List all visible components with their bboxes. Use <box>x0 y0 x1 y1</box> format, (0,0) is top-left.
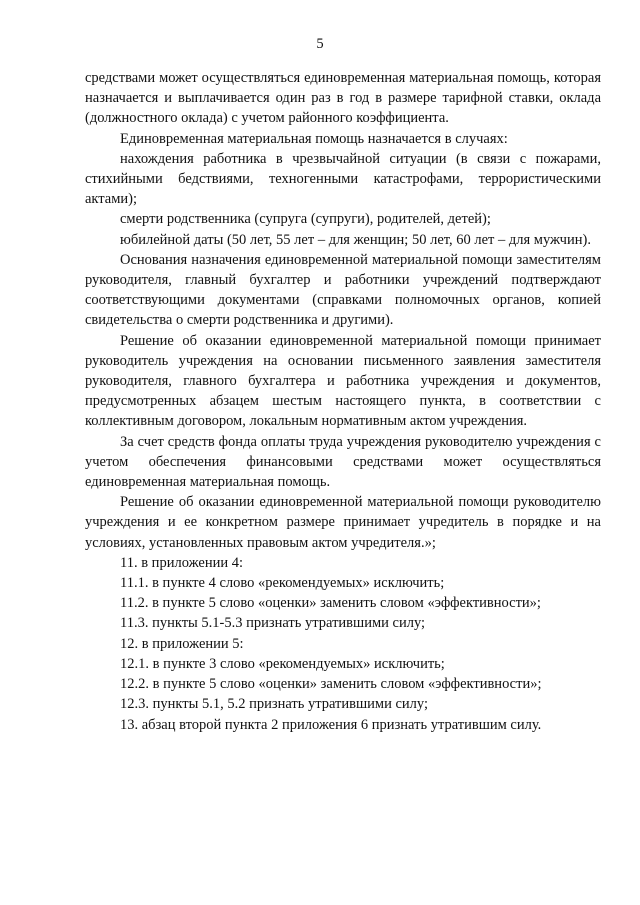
list-item-12-1: 12.1. в пункте 3 слово «рекомендуемых» исключить; <box>120 655 445 672</box>
list-item-11-3: 11.3. пункты 5.1-5.3 признать утратившими силу; <box>120 615 426 632</box>
list-item-12-2: 12.2. в пункте 5 слово «оценки» заменить словом «эффективности»; <box>120 676 542 693</box>
document-body <box>85 68 601 735</box>
list-item-13: 13. абзац второй пункта 2 приложения 6 признать утратившим силу. <box>120 716 542 733</box>
paragraph-5: юбилейной даты (50 лет, 55 лет – для женщин; 50 лет, 60 лет – для мужчин). <box>120 231 591 248</box>
paragraph-4: смерти родственника (супруга (супруги), родителей, детей); <box>120 211 491 228</box>
paragraph-2: Единовременная материальная помощь назначается в случаях: <box>120 130 508 147</box>
page-number: 5 <box>316 36 324 52</box>
list-item-11: 11. в приложении 4: <box>120 554 244 571</box>
paragraph-8: За счет средств фонда оплаты труда учреждения руководителю учреждения с учетом обеспечения финансовыми средствами может осуществляться единовременная материальная помощь. <box>85 433 601 491</box>
list-item-11-1: 11.1. в пункте 4 слово «рекомендуемых» исключить; <box>120 575 445 592</box>
paragraph-1: средствами может осуществляться единовременная материальная помощь, которая назначается и выплачивается один раз в год в размере тарифной ставки, оклада (должностного оклада) с учетом районного коэффициента. <box>85 70 601 127</box>
list-item-11-2: 11.2. в пункте 5 слово «оценки» заменить словом «эффективности»; <box>120 595 541 612</box>
paragraph-3: нахождения работника в чрезвычайной ситуации (в связи с пожарами, стихийными бедствиями, техногенными катастрофами, террористическими актами); <box>85 150 601 208</box>
paragraph-6: Основания назначения единовременной материальной помощи заместителям руководителя, главный бухгалтер и работники учреждений подтверждают соответствующими документами (справками полномочных органов, копией свидетельства о смерти родственника и другими). <box>85 251 601 329</box>
paragraph-7: Решение об оказании единовременной материальной помощи принимает руководитель учреждения на основании письменного заявления заместителя руководителя, главного бухгалтера и работника учреждения и документов, предусмотренных абзацем шестым настоящего пункта, в соответствии с коллективным договором, локальным нормативным актом учреждения. <box>85 332 601 430</box>
paragraph-9: Решение об оказании единовременной материальной помощи руководителю учреждения и ее конкретном размере принимает учредитель в порядке и на условиях, установленных правовым актом учредителя.»; <box>85 494 601 551</box>
list-item-12: 12. в приложении 5: <box>120 635 244 652</box>
list-item-12-3: 12.3. пункты 5.1, 5.2 признать утратившими силу; <box>120 696 428 713</box>
